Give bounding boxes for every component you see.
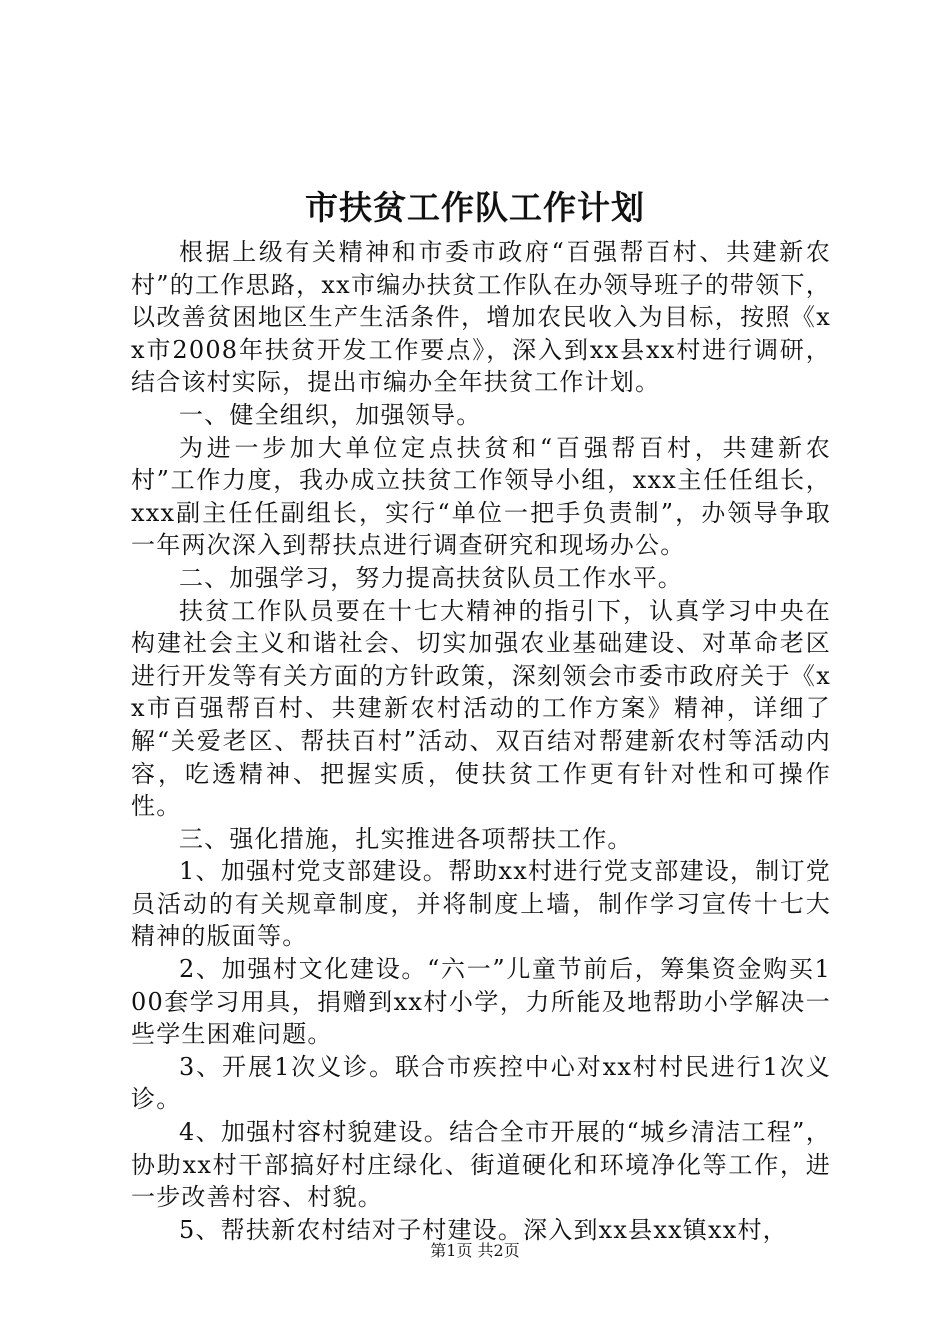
section-heading-3: 三、强化措施，扎实推进各项帮扶工作。 — [179, 824, 633, 853]
document-title: 市扶贫工作队工作计划 — [305, 188, 645, 227]
section-heading-1: 一、健全组织，加强领导。 — [179, 400, 482, 429]
intro-paragraph: 根据上级有关精神和市委市政府“百强帮百村、共建新农村”的工作思路，xx市编办扶贫工作队在办领导班子的带领下，以改善贫困地区生产生活条件，增加农民收入为目标，按照《xx市2008年扶贫开发工作要点》，深入到xx县xx村进行调研，结合该村实际，提出市编办全年扶贫工作计划。 — [131, 238, 831, 397]
measure-item-3: 3、开展1次义诊。联合市疾控中心对xx村村民进行1次义诊。 — [131, 1052, 831, 1114]
section-2-paragraph: 扶贫工作队员要在十七大精神的指引下，认真学习中央在构建社会主义和谐社会、切实加强农业基础建设、对革命老区进行开发等有关方面的方针政策，深刻领会市委市政府关于《xx市百强帮百村、共建新农村活动的工作方案》精神，详细了解“关爱老区、帮扶百村”活动、双百结对帮建新农村等活动内容，吃透精神、把握实质，使扶贫工作更有针对性和可操作性。 — [131, 596, 831, 821]
measure-item-2: 2、加强村文化建设。“六一”儿童节前后，筹集资金购买100套学习用具，捐赠到xx村小学，力所能及地帮助小学解决一些学生困难问题。 — [131, 955, 831, 1049]
measure-item-1: 1、加强村党支部建设。帮助xx村进行党支部建设，制订党员活动的有关规章制度，并将制度上墙，制作学习宣传十七大精神的版面等。 — [131, 857, 831, 951]
document-body — [131, 236, 831, 1246]
section-heading-2: 二、加强学习，努力提高扶贫队员工作水平。 — [179, 563, 683, 592]
section-1-paragraph: 为进一步加大单位定点扶贫和“百强帮百村，共建新农村”工作力度，我办成立扶贫工作领导小组，xxx主任任组长，xxx副主任任副组长，实行“单位一把手负责制”，办领导争取一年两次深入到帮扶点进行调查研究和现场办公。 — [131, 433, 831, 560]
page-number-footer: 第1页 共2页 — [430, 1241, 520, 1260]
measure-item-5: 5、帮扶新农村结对子村建设。深入到xx县xx镇xx村， — [179, 1215, 788, 1244]
measure-item-4: 4、加强村容村貌建设。结合全市开展的“城乡清洁工程”，协助xx村干部搞好村庄绿化、街道硬化和环境净化等工作，进一步改善村容、村貌。 — [131, 1118, 831, 1212]
